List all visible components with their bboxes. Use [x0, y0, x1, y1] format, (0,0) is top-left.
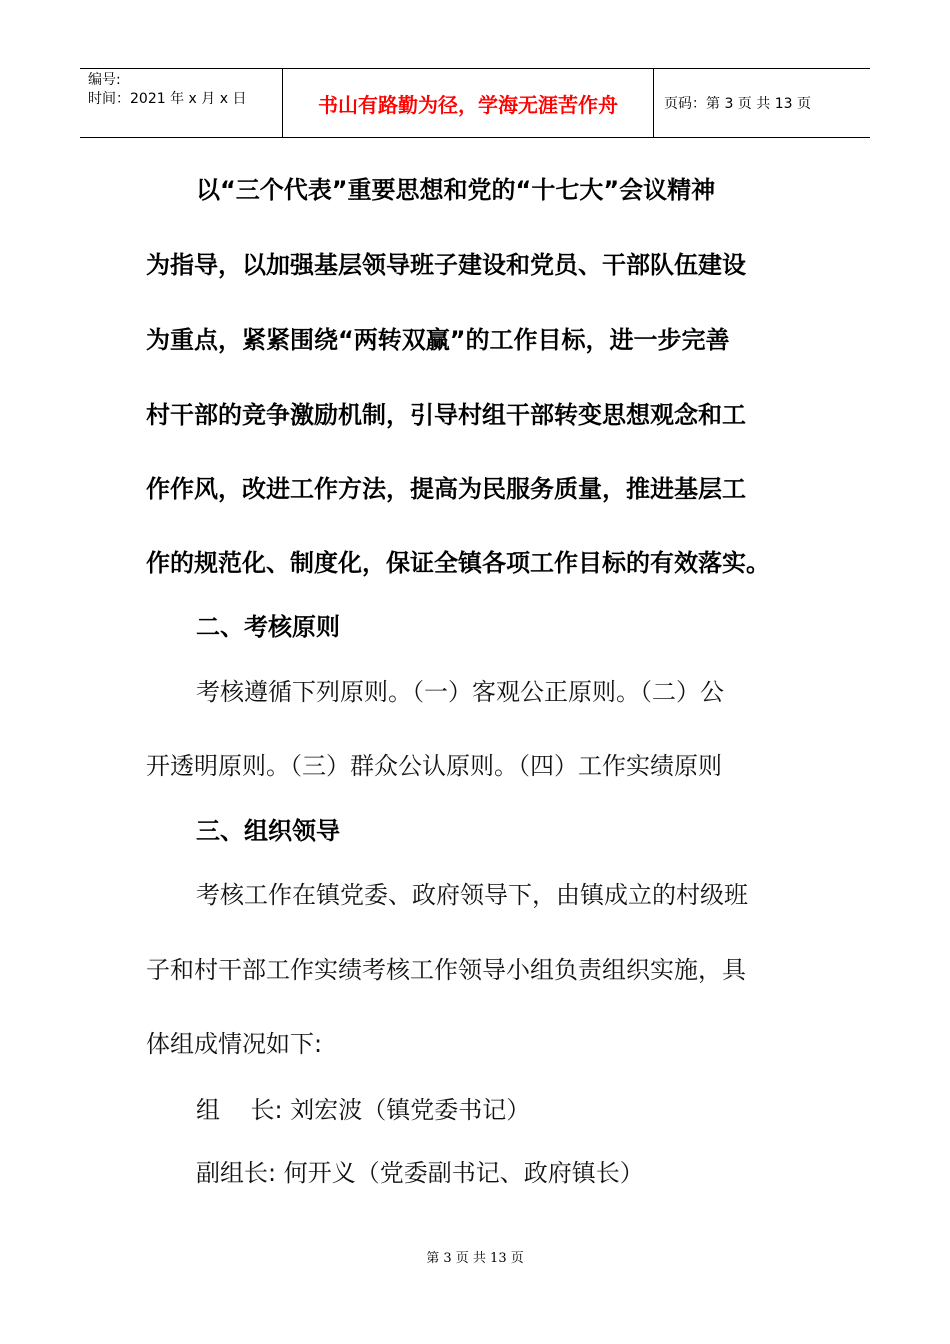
page-footer: 第 3 页 共 13 页 [426, 1251, 524, 1266]
deputy-line: 副组长: 何开义（党委副书记、政府镇长） [196, 1159, 644, 1187]
section-heading: 二、考核原则 [196, 613, 340, 641]
header-motto-cell [282, 69, 654, 137]
time-label: 时间：2021 年 x 月 x 日 [88, 91, 247, 107]
paragraph-line: 体组成情况如下: [146, 1030, 323, 1058]
section-heading: 三、组织领导 [196, 817, 340, 845]
page-header [80, 68, 870, 138]
paragraph-line: 考核工作在镇党委、政府领导下，由镇成立的村级班 [196, 881, 748, 909]
paragraph-line: 为重点，紧紧围绕“两转双赢”的工作目标，进一步完善 [146, 326, 730, 354]
motto: 书山有路勤为径，学海无涯苦作舟 [318, 92, 618, 117]
paragraph-line: 村干部的竞争激励机制，引导村组干部转变思想观念和工 [146, 401, 746, 429]
paragraph-line: 子和村干部工作实绩考核工作领导小组负责组织实施，具 [146, 956, 746, 984]
leader-line: 组 长: 刘宏波（镇党委书记） [196, 1096, 531, 1124]
paragraph-line: 作的规范化、制度化，保证全镇各项工作目标的有效落实。 [146, 549, 770, 577]
page-info: 页码：第 3 页 共 13 页 [664, 96, 811, 112]
paragraph-line: 开透明原则。（三）群众公认原则。（四）工作实绩原则 [146, 752, 722, 780]
paragraph-line: 考核遵循下列原则。（一）客观公正原则。（二）公 [196, 678, 724, 706]
paragraph-line: 为指导，以加强基层领导班子建设和党员、干部队伍建设 [146, 251, 746, 279]
header-meta [80, 69, 282, 137]
paragraph-line: 以“三个代表”重要思想和党的“十七大”会议精神 [196, 176, 716, 204]
number-label: 编号: [88, 72, 121, 88]
paragraph-line: 作作风，改进工作方法，提高为民服务质量，推进基层工 [146, 475, 746, 503]
